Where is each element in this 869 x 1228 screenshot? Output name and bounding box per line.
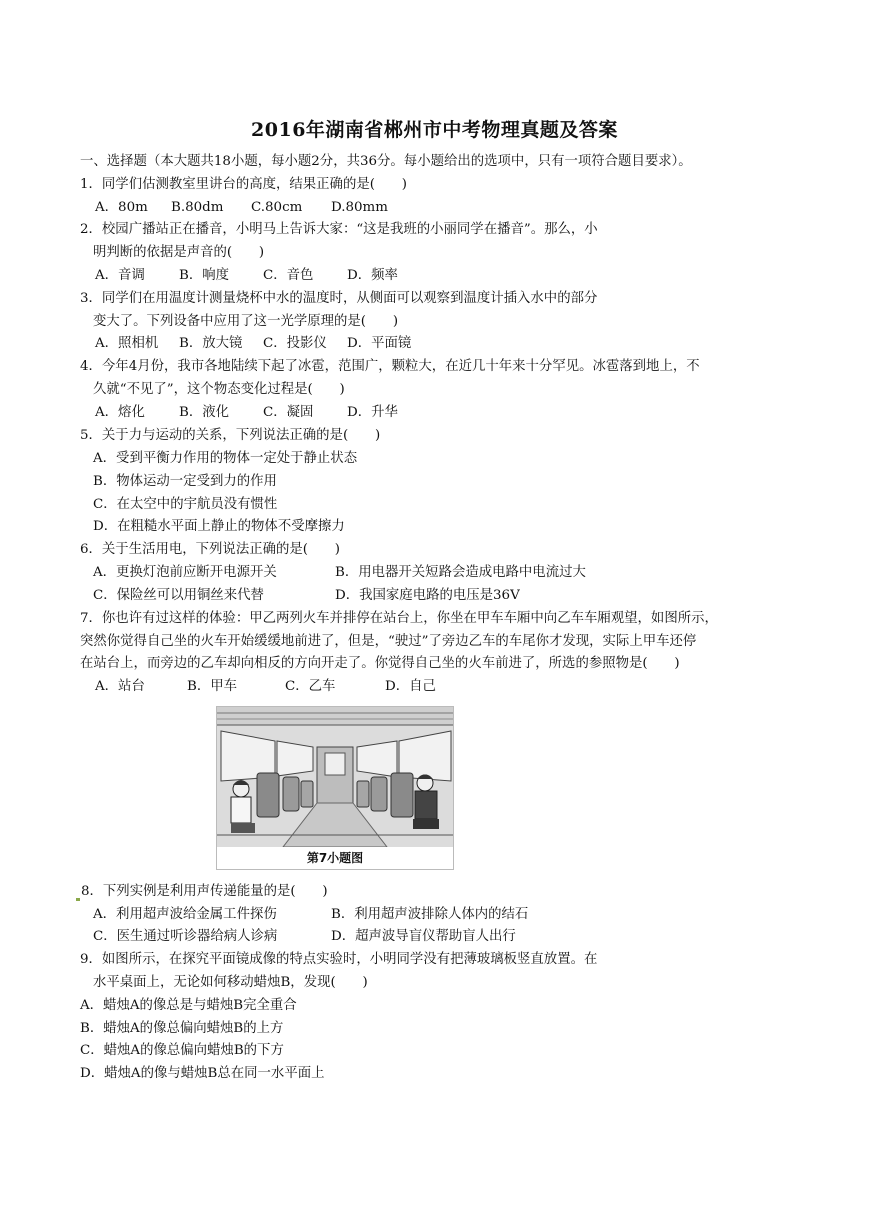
question-4-stem-cont: 久就“不见了”，这个物态变化过程是( ) [93, 382, 345, 397]
option-d: D．平面镜 [347, 336, 412, 351]
option-a: A．80m [95, 200, 148, 215]
question-6-options-row-1 [93, 564, 586, 582]
option-d: D．升华 [347, 405, 398, 420]
question-9-option-b: B．蜡烛A的像总偏向蜡烛B的上方 [80, 1021, 284, 1036]
option-d: D．我国家庭电路的电压是36V [335, 588, 520, 603]
question-7-stem: 7．你也许有过这样的体验：甲乙两列火车并排停在站台上，你坐在甲车车厢中向乙车车厢观望，如图所示， [80, 611, 718, 626]
question-2-stem-cont: 明判断的依据是声音的( ) [93, 245, 265, 260]
option-a: A．音调 [95, 268, 145, 283]
option-c: C．投影仪 [263, 336, 327, 351]
question-2-options [95, 267, 398, 285]
question-4-options [95, 404, 398, 422]
question-9-stem: 9．如图所示，在探究平面镜成像的特点实验时，小明同学没有把薄玻璃板竖直放置。在 [80, 952, 598, 967]
question-9-option-a: A．蜡烛A的像总是与蜡烛B完全重合 [80, 998, 297, 1013]
figure-caption: 第7小题图 [217, 847, 453, 869]
question-5-option-b: B．物体运动一定受到力的作用 [93, 474, 277, 489]
option-b: B．响度 [179, 268, 230, 283]
section-heading: 一、选择题（本大题共18小题，每小题2分，共36分。每小题给出的选项中，只有一项符合题目要求）。 [80, 154, 692, 169]
option-a: A．更换灯泡前应断开电源开关 [93, 565, 277, 580]
option-a: A．照相机 [95, 336, 159, 351]
question-1-stem: 1．同学们估测教室里讲台的高度，结果正确的是( ) [80, 177, 407, 192]
question-9-option-d: D．蜡烛A的像与蜡烛B总在同一水平面上 [80, 1066, 325, 1081]
option-c: C．保险丝可以用铜丝来代替 [93, 588, 264, 603]
question-6-stem: 6．关于生活用电，下列说法正确的是( ) [80, 542, 340, 557]
option-c: C.80cm [251, 200, 303, 215]
option-a: A．利用超声波给金属工件探伤 [93, 907, 277, 922]
option-b: B．利用超声波排除人体内的结石 [331, 907, 529, 922]
question-5-option-d: D．在粗糙水平面上静止的物体不受摩擦力 [93, 519, 345, 534]
option-a: A．站台 [95, 679, 145, 694]
question-5-stem: 5．关于力与运动的关系，下列说法正确的是( ) [80, 428, 381, 443]
question-3-options [95, 335, 411, 353]
option-b: B．放大镜 [179, 336, 243, 351]
option-d: D.80mm [331, 200, 388, 215]
question-9-stem-cont: 水平桌面上，无论如何移动蜡烛B，发现( ) [93, 975, 368, 990]
question-6-options-row-2 [93, 587, 520, 605]
page-title: 2016年湖南省郴州市中考物理真题及答案 [251, 119, 618, 141]
option-d: D．自己 [385, 679, 436, 694]
question-2-stem: 2．校园广播站正在播音，小明马上告诉大家：“这是我班的小丽同学在播音”。那么，小 [80, 222, 598, 237]
question-8-options-row-2 [93, 928, 516, 946]
option-c: C．医生通过听诊器给病人诊病 [93, 929, 278, 944]
question-3-stem: 3．同学们在用温度计测量烧杯中水的温度时，从侧面可以观察到温度计插入水中的部分 [80, 291, 598, 306]
question-5-option-a: A．受到平衡力作用的物体一定处于静止状态 [93, 451, 358, 466]
question-4-stem: 4．今年4月份，我市各地陆续下起了冰雹，范围广，颗粒大，在近几十年来十分罕见。冰雹落到地上，不 [80, 359, 700, 374]
option-c: C．乙车 [285, 679, 336, 694]
question-7-options [95, 678, 436, 696]
question-3-stem-cont: 变大了。下列设备中应用了这一光学原理的是( ) [93, 314, 399, 329]
train-carriage-illustration [217, 707, 453, 847]
train-carriage-figure [216, 706, 454, 870]
question-8-stem-text: 8．下列实例是利用声传递能量的是( ) [81, 884, 328, 899]
question-8-stem [76, 883, 328, 901]
option-c: C．音色 [263, 268, 314, 283]
question-8-options-row-1 [93, 906, 528, 924]
question-9-option-c: C．蜡烛A的像总偏向蜡烛B的下方 [80, 1043, 284, 1058]
option-c: C．凝固 [263, 405, 314, 420]
question-1-options [95, 199, 388, 217]
edit-mark-icon [76, 898, 80, 901]
question-7-stem-cont-2: 在站台上，而旁边的乙车却向相反的方向开走了。你觉得自己坐的火车前进了，所选的参照物是( ) [80, 656, 680, 671]
question-7-stem-cont-1: 突然你觉得自己坐的火车开始缓缓地前进了，但是，“驶过”了旁边乙车的车尾你才发现，实际上甲车还停 [80, 634, 697, 649]
option-a: A．熔化 [95, 405, 145, 420]
option-b: B．液化 [179, 405, 230, 420]
option-d: D．频率 [347, 268, 398, 283]
option-b: B．甲车 [187, 679, 238, 694]
question-5-option-c: C．在太空中的宇航员没有惯性 [93, 497, 278, 512]
option-d: D．超声波导盲仪帮助盲人出行 [331, 929, 516, 944]
option-b: B．用电器开关短路会造成电路中电流过大 [335, 565, 586, 580]
option-b: B.80dm [171, 200, 224, 215]
